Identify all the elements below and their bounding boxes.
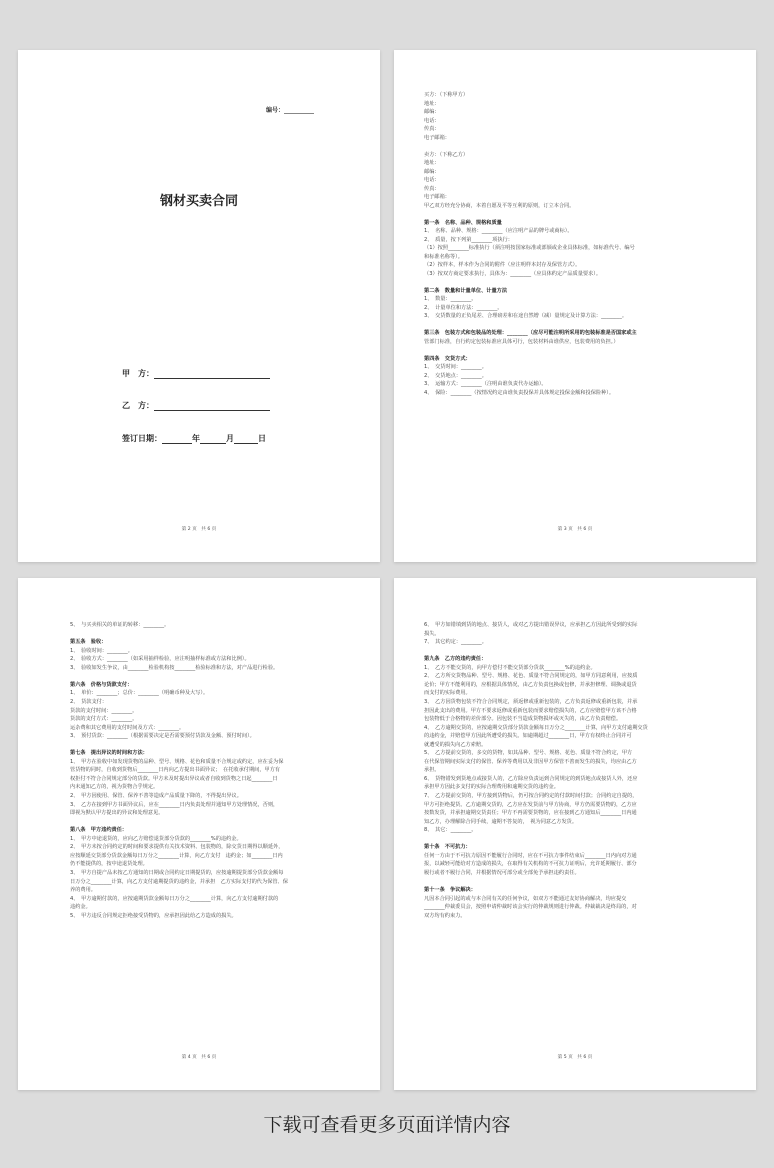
body-line: 3、 交货数量的正负尾差、合理磅差和在途自然增（减）量规定及计算方法：________。 xyxy=(424,313,628,319)
body-line: 邮编： xyxy=(424,109,440,115)
body-line: 电子邮箱： xyxy=(424,194,450,200)
body-line: （3）按双方商定要求执行，具体为：________（应具体约定产品质量要求）。 xyxy=(424,270,602,277)
body-line: 2、 甲方未按合同约定的时间和要求提供有关技术资料、包装物的，除交货日期得以顺延外， xyxy=(70,844,284,851)
body-line: 2、 计量单位和方法：________。 xyxy=(424,304,503,311)
party-b-line xyxy=(122,400,270,411)
body-line: 就遭受的损失向乙方索赔。 xyxy=(424,741,487,748)
body-line: 5、 乙方提前交货的，多交的货物，如其品种、型号、规格、花色、质量不符合约定，甲方 xyxy=(424,750,633,757)
body-line: 担因此支出的费用。甲方不要求返修或重新包装而要求赔偿损失的，乙方应赔偿甲方该不合格 xyxy=(424,707,637,714)
body-line: 2、 质量，按下列第________项执行： xyxy=(424,236,513,243)
contract-page-3 xyxy=(394,50,756,562)
body-line: 运杂费和其它费用的支付时间及方式：________。 xyxy=(70,724,185,731)
body-line: （1）按照________标准执行（须注明按国家标准或部颁或企业具体标准，如标准代号、编号 xyxy=(424,245,635,251)
contract-page-5 xyxy=(394,578,756,1090)
body-line: 知乙方，办理解除合同手续，逾期不答复的， 视为同意乙方发货。 xyxy=(424,818,578,825)
body-line: 货款的支付方式：________。 xyxy=(70,716,138,723)
body-line: 和标准名称等）。 xyxy=(424,253,463,260)
body-line: 3、 验收如发生争议，由________检验机构按________检验标准和方法，对产品进行检验。 xyxy=(70,664,279,671)
body-line: 在代保管期间实际支付的保管、保养等费用以及非因甲方保管不善而发生的损失，均应由乙方 xyxy=(424,758,637,765)
download-more-caption: 下载可查看更多页面详情内容 xyxy=(263,1114,511,1136)
body-line: 违约金。 xyxy=(70,904,91,911)
body-line: 按数发货，并承担逾期交货责任；甲方不再需要货物的，应在接到乙方通知后________日内通 xyxy=(424,810,637,817)
body-line: 7、 乙方提前交货的，甲方接到货物后，仍可按合同约定的付款时间付款；合同约定自提的， xyxy=(424,793,638,799)
body-line: 仍不能提供的，按中途退货处理。 xyxy=(70,861,148,868)
body-line: 电话： xyxy=(424,117,440,124)
body-line: 承担。 xyxy=(424,767,440,774)
clause-heading: 第八条 甲方违约责任： xyxy=(70,827,128,834)
body-line: 2、 甲方因使用、保管、保养不善等造成产品质量下降的，不得提出异议。 xyxy=(70,793,242,799)
page-number: 第 2 页 共 6 页 xyxy=(181,527,217,532)
body-line: 1、 甲方中途退货的，应向乙方赔偿退货部分货款的________%的违约金。 xyxy=(70,835,242,842)
clause-heading: 第一条 名称、品种、规格和质量 xyxy=(424,219,502,226)
body-line: 邮编： xyxy=(424,168,440,175)
body-line: 承担甲方因此多支付的实际合理费用和逾期交货的违约金。 xyxy=(424,784,559,791)
page-number: 第 3 页 共 6 页 xyxy=(557,527,593,532)
body-line: 3、 预付货款：________（根据需要决定是否需要预付货款及金额、预付时间）。 xyxy=(70,733,255,740)
contract-cover-page xyxy=(18,50,380,562)
body-line: 1、 验收时间：________。 xyxy=(70,647,133,654)
clause-heading: 第十一条 争议解决： xyxy=(424,887,476,894)
clause-heading: 第十条 不可抗力： xyxy=(424,844,471,851)
body-line: 5、 与买卖相关的单证的转移：________。 xyxy=(70,622,170,628)
body-line: 传真： xyxy=(424,185,440,192)
body-line: 4、 保险：________（按情况约定由谁负责投保并具体规定投保金额和投保险种）。 xyxy=(424,389,615,396)
body-line: 甲方可拒绝提货。乙方逾期交货的，乙方应在发货前与甲方协商，甲方仍需要货物的，乙方应 xyxy=(424,801,637,808)
clause-heading: 第五条 验收： xyxy=(70,639,107,646)
body-line: 养的费用。 xyxy=(70,887,96,894)
body-line: 7、 其它约定：________。 xyxy=(424,639,487,646)
body-line: 电子邮箱： xyxy=(424,134,450,141)
body-line: 损失。 xyxy=(424,630,440,637)
body-line: 1、 乙方不能交货的，向甲方偿付不能交货部分货款________%的违约金。 xyxy=(424,664,596,671)
body-line: ________仲裁委员会，按照申请仲裁时该会实行的仲裁规则进行仲裁。仲裁裁决是终局的，对 xyxy=(424,904,637,911)
body-line: 2、 乙方所交货物品种、型号、规格、花色、质量不符合同规定的，如甲方同意利用，应按质 xyxy=(424,673,638,680)
body-line: 3、 运输方式：________（注明由谁负责代办运输）。 xyxy=(424,381,547,387)
body-line: 4、 乙方逾期交货的，应按逾期交货部分货款金额每日万分之________计算，向甲方支付逾期交货 xyxy=(424,724,648,731)
sign-day-label: 日 xyxy=(258,434,266,443)
body-line: 8、 其它：________。 xyxy=(424,827,477,834)
body-line: 论价；甲方不能利用的，应根据具体情况，由乙方负责包换或包修，并承担修理、调换或退货 xyxy=(424,681,637,688)
body-line: 2、 验收方式：________（如采用抽样检验，应注明抽样标准或方法和比例）。 xyxy=(70,656,250,663)
contract-page-4 xyxy=(18,578,380,1090)
clause-heading: 第七条 提出异议的时间和方法： xyxy=(70,750,148,757)
sign-month-label: 月 xyxy=(226,434,234,443)
body-line: 卖方：（下称乙方） xyxy=(424,151,469,158)
body-line: 凡因本合同引起的或与本合同有关的任何争议，如双方不能通过友好协商解决，均应提交 xyxy=(424,895,627,902)
clause-heading: 第六条 价格与货款支付： xyxy=(70,681,133,688)
clause-heading: 第九条 乙方的违约责任： xyxy=(424,656,487,663)
party-a-label: 甲 方： xyxy=(122,369,154,378)
body-line: （2）按样本，样本作为合同的附件（应注明样本封存及保管方式）。 xyxy=(424,262,581,268)
body-line: 货款的支付时间：________。 xyxy=(70,707,138,714)
body-line: 1、 数量：________。 xyxy=(424,296,477,302)
contract-title: 钢材买卖合同 xyxy=(159,194,238,209)
body-line: 双方均有约束力。 xyxy=(424,912,466,919)
party-b-label: 乙 方： xyxy=(122,401,154,410)
clause-heading: 第三条 包装方式和包装品的处理：________（应尽可能注明所采用的包装标准是否国家或主 xyxy=(424,330,637,336)
sign-date-line xyxy=(122,433,266,444)
sign-date-label: 签订日期： xyxy=(122,434,162,443)
body-line: 买方：（下称甲方） xyxy=(424,92,469,98)
page-number: 第 4 页 共 6 页 xyxy=(181,1055,217,1060)
page-number: 第 5 页 共 6 页 xyxy=(557,1055,593,1060)
body-line: 2、 货款支付： xyxy=(70,698,108,705)
body-line: 内未通知乙方的，视为货物合乎规定。 xyxy=(70,784,159,791)
body-line: 1、 甲方在验收中如发现货物的品种、型号、规格、花色和质量不合规定或约定，应在妥为保 xyxy=(70,758,284,765)
body-line: 日万分之________计算，向乙方支付逾期提货的违约金，并承担 乙方实际支付的代为保管、保 xyxy=(70,878,288,885)
body-line: 应按顺延交货部分货款金额每日万分之________计算，向乙方支付 违约金；如________日内 xyxy=(70,852,283,859)
clause-heading: 第四条 交货方式： xyxy=(424,355,471,362)
body-line: 6、 甲方如错填到货的地点、接货人，或对乙方提出错误异议，应承担乙方因此所受到的实际 xyxy=(424,622,638,628)
body-line: 3、 乙方因货物包装不符合合同规定，须返修或重新包装的，乙方负责返修或重新包装，并承 xyxy=(424,698,638,705)
contract-number: 编号：__________ xyxy=(266,107,315,114)
clause-heading: 第二条 数量和计量单位、计量方法 xyxy=(424,287,508,294)
body-line: 4、 甲方逾期付款的，应按逾期货款金额每日万分之________计算，向乙方支付逾期付款的 xyxy=(70,895,279,902)
body-line: 3、 甲方自提产品未按乙方通知的日期或合同约定日期提货的，应按逾期提货部分货款金额每 xyxy=(70,869,284,876)
party-a-line xyxy=(122,368,270,379)
body-line: 2、 交货地点：________。 xyxy=(424,372,487,379)
body-line: 履行或者不履行合同，并根据情况可部分或全部免予承担违约责任。 xyxy=(424,869,580,876)
body-line: 电话： xyxy=(424,177,440,183)
body-line: 报，以减轻可能给对方造成的损失，在取得有关机构的不可抗力证明后，允许延期履行、部分 xyxy=(424,861,637,868)
body-line: 传真： xyxy=(424,126,440,132)
body-line: 1、 名称、品种、规格：________（应注明产品的牌号或商标）。 xyxy=(424,228,573,234)
body-line: 地址： xyxy=(424,160,440,166)
body-line: 3、 乙方在接到甲方书面异议后，应在________日内负责处理并通知甲方处理情况，否则， xyxy=(70,801,279,808)
body-line: 1、 交货时间：________。 xyxy=(424,364,487,370)
body-line: 的违约金，并赔偿甲方因此所遭受的损失。如逾期超过________日，甲方有权终止合同并可 xyxy=(424,733,632,740)
body-line: 管部门标准，自行约定包装标准应具体可行，包装材料由谁供应，包装费用的负担。） xyxy=(424,338,619,345)
body-line: 管货物的同时，自收到货物后________日内向乙方提出书面异议； 在托收承付期间，甲方有 xyxy=(70,767,281,774)
body-line: 而支付的实际费用。 xyxy=(424,690,471,697)
body-line: 包装物低于合格物的差价部分。因包装不当造成货物损坏或灭失的，由乙方负责赔偿。 xyxy=(424,716,622,723)
body-line: 5、 甲方违反合同规定拒绝接受货物的，应承担因此给乙方造成的损失。 xyxy=(70,912,237,919)
body-line: 甲乙双方经充分协商，本着自愿及平等互利的原则，订立本合同。 xyxy=(424,202,575,209)
body-line: 即视为默认甲方提出的异议和处理意见。 xyxy=(70,810,164,817)
sign-year-label: 年 xyxy=(192,434,200,443)
body-line: 1、 单价：________；总价：________（明确币种及大写）。 xyxy=(70,690,209,697)
body-line: 6、 货物错发到货地点或接货人的，乙方除应负责运到合同规定的到货地点或接货人外，还应 xyxy=(424,775,638,782)
body-line: 地址： xyxy=(424,100,440,107)
body-line: 任何一方由于不可抗力原因不能履行合同时，应在不可抗力事件结束后________日内向对方通 xyxy=(424,852,637,859)
body-line: 权拒付不符合合同规定部分的货款。甲方未及时提出异议或者自收到货物之日起________日 xyxy=(70,775,278,782)
